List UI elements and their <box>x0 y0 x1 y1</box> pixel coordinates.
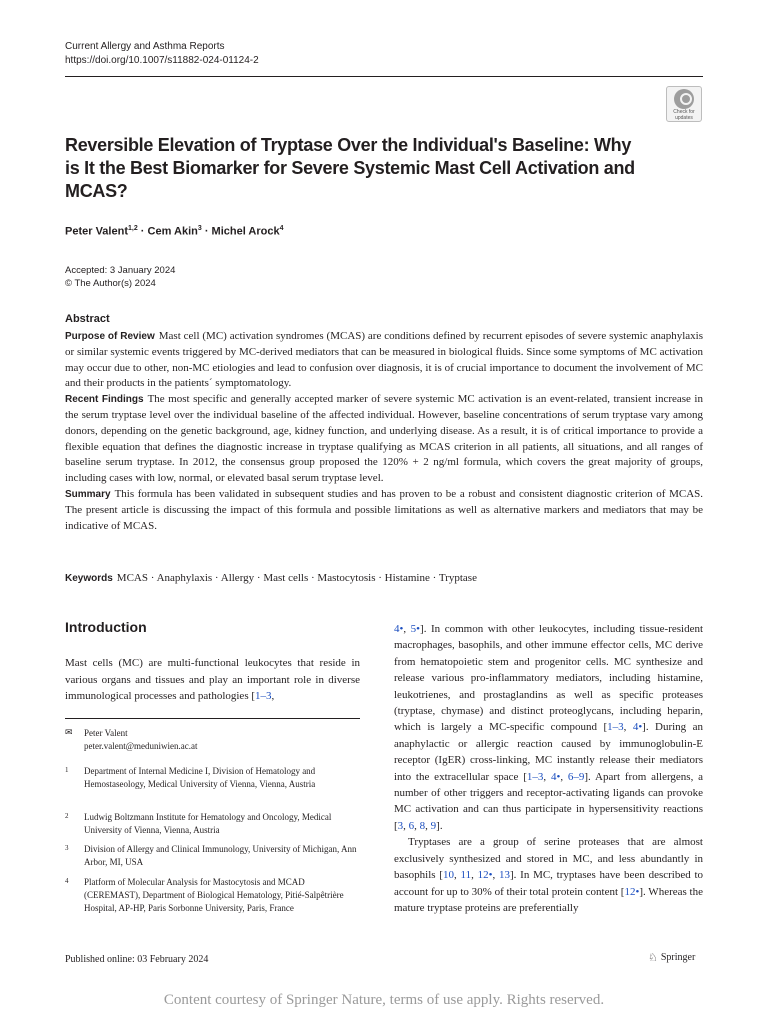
paragraph-text: , <box>471 869 478 882</box>
author-separator: · <box>204 225 209 238</box>
citation-link[interactable]: 13 <box>498 869 510 882</box>
check-updates-icon <box>674 89 694 109</box>
copyright-line: © The Author(s) 2024 <box>65 278 156 289</box>
paragraph-text: , <box>403 819 409 832</box>
accepted-date: Accepted: 3 January 2024 <box>65 265 176 276</box>
citation-link[interactable]: 3 <box>397 819 404 832</box>
keyword-item[interactable]: Mast cells <box>263 572 309 584</box>
abstract-body <box>65 329 703 534</box>
author-affiliation-marker: 3 <box>197 225 202 232</box>
intro-paragraph <box>394 834 703 916</box>
abstract-section <box>65 392 703 487</box>
abstract-section-text: This formula has been validated in subsequent studies and has proven to be a robust and consistent diagnostic criterion of MCAS. The present article is discussing the impact of this formula and possible limitations as well as alternative markers and mediators that may be indicative of MCAS. <box>65 487 703 532</box>
affiliation-item <box>65 876 360 915</box>
affiliation-divider <box>65 718 360 719</box>
paragraph-text: ]. During an anaphylactic or allergic reaction caused by immunoglobulin-E receptor (IgER) cross-linking, MC instantly release their mediators into the extracellular space [ <box>394 721 703 783</box>
keyword-separator: · <box>214 572 219 584</box>
affiliation-item <box>65 811 360 837</box>
intro-paragraph-text: , <box>271 690 275 702</box>
intro-paragraph-text: Mast cells (MC) are multi-functional leukocytes that reside in various organs and tissues and play an important role in diverse immunological processes and pathologies [ <box>65 657 360 702</box>
journal-name: Current Allergy and Asthma Reports <box>65 41 225 52</box>
citation-link[interactable]: 4• <box>632 721 643 734</box>
keyword-separator: · <box>378 572 382 584</box>
affiliation-text: Department of Internal Medicine I, Division of Hematology and Hemostaseology, Medical University of Vienna, Vienna, Austria <box>84 766 316 789</box>
citation-link[interactable]: 1–3 <box>607 721 624 734</box>
affiliation-text: Division of Allergy and Clinical Immunology, University of Michigan, Ann Arbor, MI, USA <box>84 844 357 867</box>
paragraph-text: , <box>453 869 461 882</box>
author-affiliation-marker: 1,2 <box>127 225 138 232</box>
affiliation-item <box>65 765 360 791</box>
courtesy-watermark: Content courtesy of Springer Nature, terms of use apply. Rights reserved. <box>163 992 605 1008</box>
abstract-section <box>65 329 703 392</box>
author-list <box>65 225 284 238</box>
affiliation-number: 4 <box>65 877 69 885</box>
keyword-item[interactable]: Allergy <box>220 572 255 584</box>
paragraph-text: Tryptases are a group of serine proteases that are almost exclusively synthesized and stored in MC, and less abundantly in basophils [ <box>394 836 703 882</box>
citation-link[interactable]: 4• <box>394 623 404 635</box>
citation-link[interactable]: 1–3 <box>526 770 544 783</box>
keywords-label: Keywords <box>65 573 113 584</box>
intro-paragraph <box>394 621 703 834</box>
citation-link[interactable]: 6 <box>408 819 415 832</box>
citation-link[interactable]: 12• <box>624 885 640 898</box>
article-dates <box>65 264 175 290</box>
keyword-item[interactable]: MCAS <box>116 572 148 584</box>
published-date: Published online: 03 February 2024 <box>65 954 209 965</box>
journal-header <box>65 40 259 68</box>
abstract-section-text: Mast cell (MC) activation syndromes (MCAS) are conditions defined by recurrent episodes of severe systemic anaphylaxis or similar systemic events triggered by MC-derived mediators that can be measured in biological fluids. Since some symptoms of MC activation may occur due to other, non-MC etiologies and lead to confusion over diagnosis, it is of crucial importance to document the involvement of MC and their products in the patients´ symptomatology. <box>65 330 704 390</box>
check-updates-label: Check for updates <box>673 109 695 121</box>
introduction-right-column <box>394 621 703 916</box>
paragraph-text: , <box>414 819 420 832</box>
paragraph-text: ]. In common with other leukocytes, including tissue-resident macrophages, basophils, and other immune effector cells, MC derive from hematopoietic stem and progenitor cells. MC synthesize and release various pro-inflammatory mediators, including histamine, leukotrienes, and prostaglandins as well as specific proteases (tryptase, chymase) and distinct proteoglycans, including heparin, which is largely a MC-specific compound [ <box>394 623 704 734</box>
abstract-section-label: Purpose of Review <box>65 331 155 342</box>
affiliation-text: Platform of Molecular Analysis for Mastocytosis and MCAD (CEREMAST), Department of Biological Hematology, Pitié-Salpêtrière Hospital, AP-HP, Paris Sorbonne University, Paris, France <box>84 877 344 913</box>
article-title: Reversible Elevation of Tryptase Over the Individual's Baseline: Why is It the Best Biomarker for Severe Systemic Mast Cell Activation and MCAS? <box>65 135 635 201</box>
affiliation-number: 2 <box>65 812 69 820</box>
affiliation-number: 1 <box>65 766 69 774</box>
author-name[interactable]: Michel Arock <box>211 225 280 238</box>
check-for-updates-button[interactable] <box>666 86 702 122</box>
springer-logo <box>648 951 695 964</box>
keyword-item[interactable]: Mastocytosis <box>317 572 376 584</box>
doi-link[interactable]: https://doi.org/10.1007/s11882-024-01124-2 <box>65 55 259 66</box>
citation-link[interactable]: 12• <box>477 869 493 882</box>
abstract-section-label: Recent Findings <box>65 394 144 406</box>
affiliation-text: Ludwig Boltzmann Institute for Hematology and Oncology, Medical University of Vienna, Vienna, Austria <box>84 812 332 835</box>
keyword-item[interactable]: Histamine <box>384 572 430 584</box>
paragraph-text: ]. <box>436 819 443 832</box>
citation-link[interactable]: 9 <box>430 819 437 832</box>
abstract-section <box>65 487 703 534</box>
citation-link[interactable]: 1–3 <box>255 690 272 702</box>
paragraph-text: ]. Whereas the mature tryptase proteins are preferentially <box>394 885 703 914</box>
springer-horse-icon: ♘ <box>648 951 658 964</box>
citation-link[interactable]: 8 <box>419 819 426 832</box>
abstract-section-text: The most specific and generally accepted marker of severe systemic MC activation is an event-related, transient increase in the serum tryptase level over the individual baseline of the affected individual. However, baseline concentrations of serum tryptase vary among donors, depending on the genetic background, age, kidney function, and underlying disease. As a result, it is of critical importance to provide a flexible equation that defines the diagnostic increase in tryptase qualifying as MCAS criterion in all patients, all situations, and all ranges of baseline serum tryptase. In 2012, the consensus group proposed the 120% + 2 ng/ml formula, which covers the great majority of groups, including cases with low, normal, or elevated basal serum tryptase level. <box>65 393 703 485</box>
author-affiliation-marker: 4 <box>279 225 284 232</box>
paragraph-text: , <box>560 770 568 783</box>
keyword-item[interactable]: Anaphylaxis <box>156 572 213 584</box>
keyword-separator: · <box>432 572 437 584</box>
paragraph-text: , <box>623 721 633 734</box>
keyword-separator: · <box>311 572 315 584</box>
envelope-icon: ✉ <box>65 728 73 738</box>
correspondence-email[interactable]: peter.valent@meduniwien.ac.at <box>84 741 198 751</box>
paragraph-text: , <box>492 869 499 882</box>
correspondence-block <box>65 727 360 753</box>
paragraph-text: ]. In MC, tryptases have been described to account for up to 30% of their total protein content [ <box>394 869 704 898</box>
citation-link[interactable]: 10 <box>442 869 454 882</box>
keyword-separator: · <box>150 572 155 584</box>
keyword-item[interactable]: Tryptase <box>438 572 477 584</box>
abstract-section-label: Summary <box>65 488 111 500</box>
header-divider <box>65 76 703 77</box>
introduction-heading: Introduction <box>65 619 147 635</box>
paragraph-text: , <box>403 623 411 635</box>
author-separator: · <box>140 225 145 238</box>
keyword-separator: · <box>256 572 261 584</box>
citation-link[interactable]: 4• <box>550 770 561 783</box>
abstract-heading: Abstract <box>65 313 110 325</box>
citation-link[interactable]: 11 <box>460 869 472 882</box>
citation-link[interactable]: 6–9 <box>567 770 585 783</box>
paragraph-text: ]. Apart from allergens, a number of other triggers and receptor-activating ligands can provoke MC activation and can thus participate in hypersensitivity reactions [ <box>394 770 704 832</box>
keywords-list <box>117 572 477 584</box>
author-name[interactable]: Peter Valent <box>65 225 128 238</box>
citation-link[interactable]: 5• <box>410 623 421 635</box>
paragraph-text: , <box>425 819 431 832</box>
introduction-left-column <box>65 655 360 705</box>
paragraph-text: , <box>543 770 551 783</box>
correspondence-name: Peter Valent <box>84 728 128 738</box>
author-name[interactable]: Cem Akin <box>147 225 198 238</box>
keywords <box>65 572 477 584</box>
affiliation-number: 3 <box>65 844 69 852</box>
publisher-name: Springer <box>660 952 696 963</box>
affiliation-item <box>65 843 360 869</box>
